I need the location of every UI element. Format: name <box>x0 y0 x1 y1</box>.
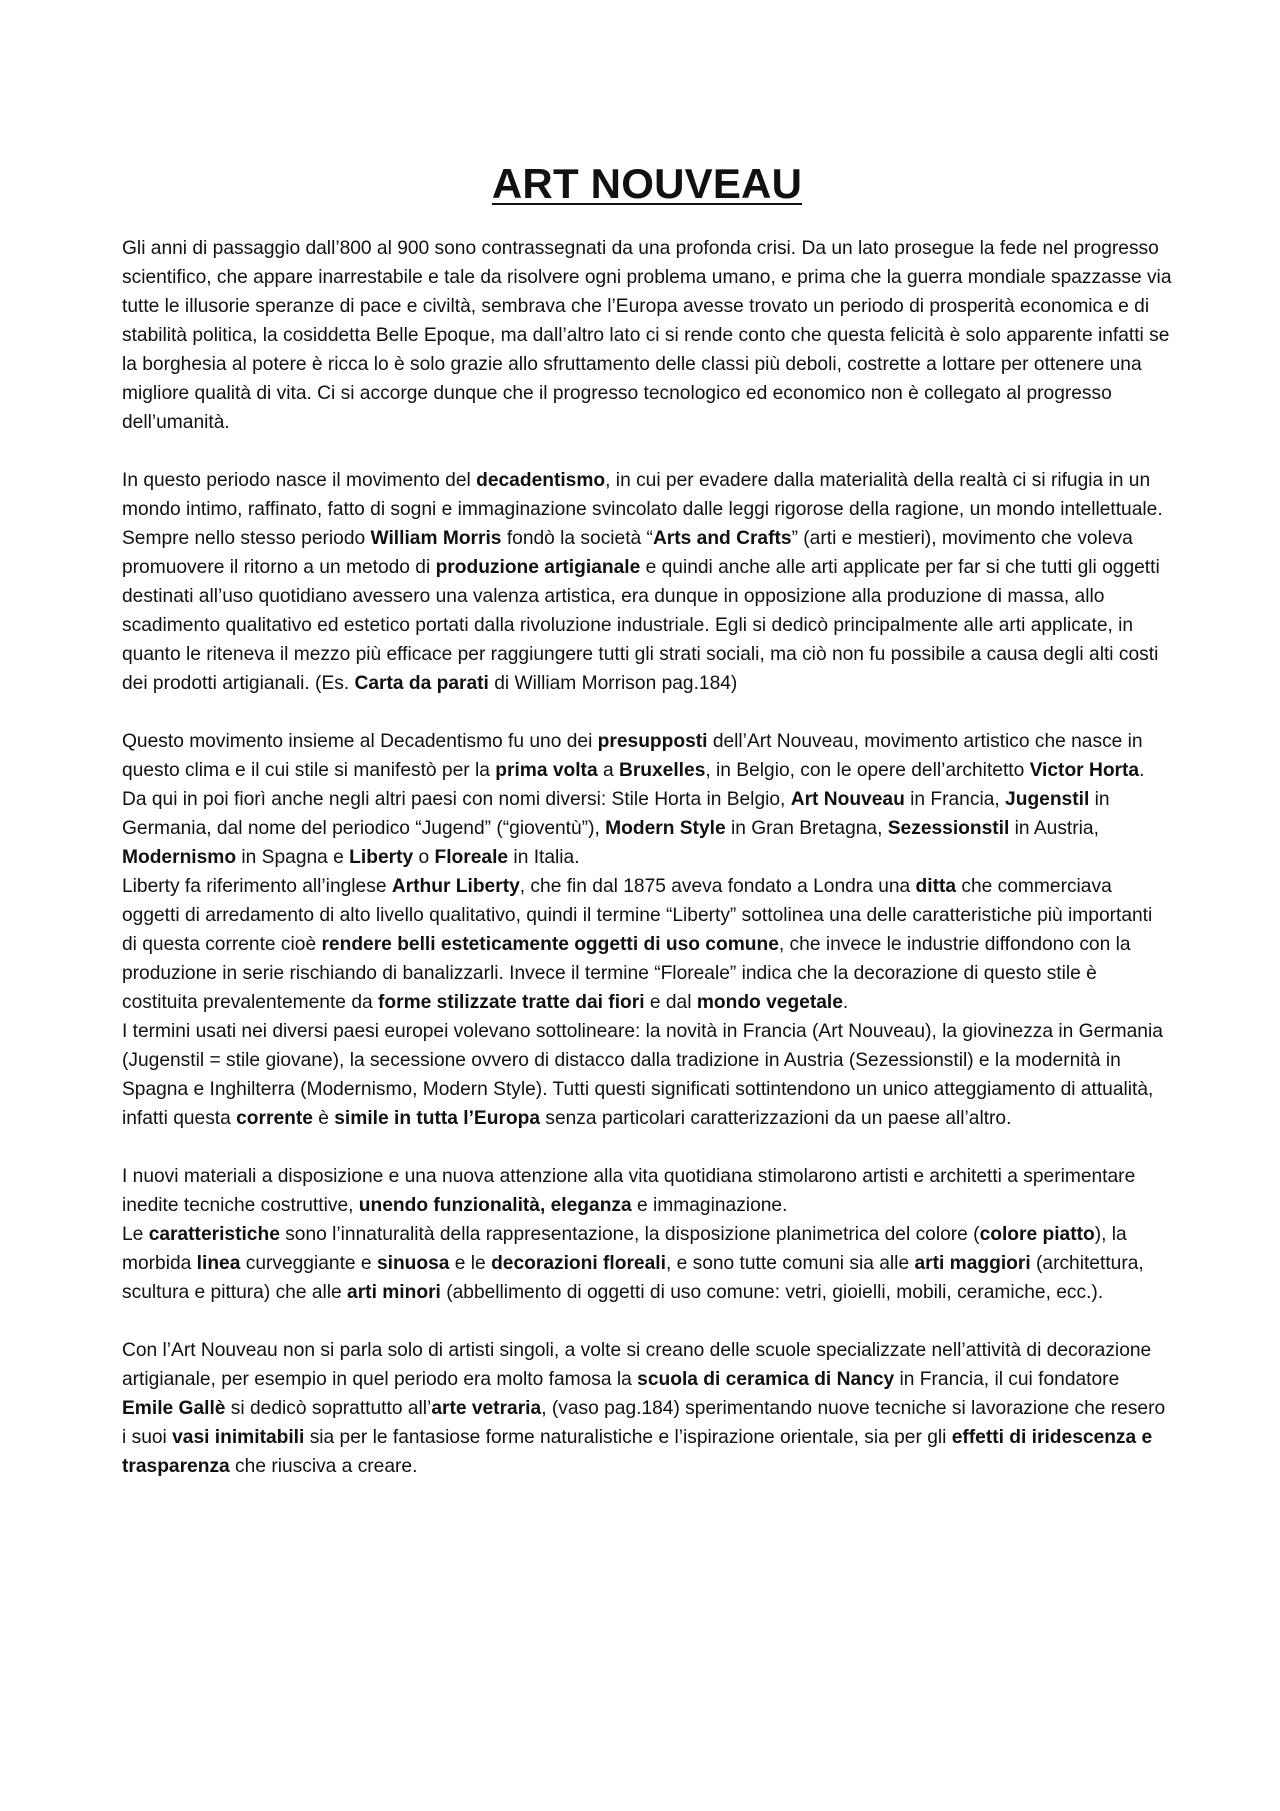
text-run: ” (arti e mestieri), movimento che voleva promuovere il ritorno a un metodo di <box>122 528 1133 578</box>
bold-text: mondo vegetale <box>696 992 843 1013</box>
text-run: I termini usati nei diversi paesi europei volevano sottolineare: la novità in Francia (Art Nouveau), la giovinezza in Germania (Jugenstil = stile giovane), la secessione ovvero di distacco dalla tradizione in Austria (Sezessionstil) e la modernità in Spagna e Inghilterra (Modernismo, Modern Style). Tutti questi significati sottintendono un unico atteggiamento di attualità, infatti questa <box>122 1021 1163 1129</box>
bold-text: caratteristiche <box>148 1224 280 1245</box>
paragraph <box>122 727 1172 872</box>
bold-text: corrente <box>236 1108 313 1129</box>
text-run: in Francia, il cui fondatore <box>894 1369 1120 1390</box>
bold-text: rendere belli esteticamente oggetti di uso comune <box>321 934 779 955</box>
text-run: . <box>842 992 849 1013</box>
text-run: di William Morrison pag.184) <box>488 673 738 694</box>
text-run: , e sono tutte comuni sia alle <box>665 1253 915 1274</box>
text-run: Con l’Art Nouveau non si parla solo di artisti singoli, a volte si creano delle scuole specializzate nell’attività di decorazione artigianale, per esempio in quel periodo era molto famosa la <box>122 1340 1152 1390</box>
text-run: e quindi anche alle arti applicate per far si che tutti gli oggetti destinati all’uso quotidiano avessero una valenza artistica, era dunque in opposizione alla produzione di massa, allo scadimento qualitativo ed estetico portati dalla rivoluzione industriale. Egli si dedicò principalmente alle arti applicate, in quanto le riteneva il mezzo più efficace per raggiungere tutti gli strati sociali, ma ciò non fu possibile a causa degli alti costi dei prodotti artigianali. (Es. <box>122 557 1160 694</box>
text-run: in Francia, <box>904 789 1006 810</box>
text-run: curveggiante e <box>240 1253 377 1274</box>
bold-text: prima volta <box>495 760 598 781</box>
text-run: in Germania, dal nome del periodico “Jugend” (“gioventù”), <box>122 789 1110 839</box>
text-run: , in cui per evadere dalla materialità della realtà ci si rifugia in un mondo intimo, raffinato, fatto di sogni e immaginazione svincolato dalle leggi rigorose della ragione, un mondo intellettuale. <box>122 470 1163 520</box>
bold-text: Floreale <box>434 847 509 868</box>
text-run: (architettura, scultura e pittura) che alle <box>122 1253 1144 1303</box>
bold-text: arte vetraria <box>431 1398 542 1419</box>
bold-text: arti minori <box>347 1282 441 1303</box>
paragraph-spacer <box>122 698 1172 727</box>
bold-text: arti maggiori <box>914 1253 1031 1274</box>
bold-text: simile in tutta l’Europa <box>334 1108 541 1129</box>
text-run: che commerciava oggetti di arredamento di alto livello qualitativo, quindi il termine “Liberty” sottolinea una delle caratteristiche più importanti di questa corrente cioè <box>122 876 1153 955</box>
bold-text: presupposti <box>597 731 708 752</box>
bold-text: decorazioni floreali <box>491 1253 666 1274</box>
paragraph <box>122 466 1172 524</box>
bold-text: Jugenstil <box>1005 789 1090 810</box>
bold-text: Art Nouveau <box>790 789 905 810</box>
bold-text: forme stilizzate tratte dai fiori <box>378 992 645 1013</box>
bold-text: vasi inimitabili <box>172 1427 305 1448</box>
bold-text: Carta da parati <box>354 673 489 694</box>
bold-text: Emile Gallè <box>122 1398 226 1419</box>
bold-text: ditta <box>915 876 957 897</box>
paragraph-spacer <box>122 437 1172 466</box>
text-run: è <box>312 1108 335 1129</box>
text-run: sia per le fantasiose forme naturalistiche e l’ispirazione orientale, sia per gli <box>304 1427 952 1448</box>
text-run: Sempre nello stesso periodo <box>122 528 371 549</box>
text-run: , in Belgio, con le opere dell’architetto <box>705 760 1030 781</box>
bold-text: Modernismo <box>122 847 237 868</box>
bold-text: Liberty <box>349 847 414 868</box>
paragraph-spacer <box>122 1307 1172 1336</box>
bold-text: Sezessionstil <box>887 818 1010 839</box>
paragraph <box>122 1336 1172 1481</box>
text-run: in Italia. <box>508 847 580 868</box>
text-run: senza particolari caratterizzazioni da un paese all’altro. <box>540 1108 1012 1129</box>
paragraph <box>122 1220 1172 1307</box>
bold-text: produzione artigianale <box>435 557 641 578</box>
bold-text: Victor Horta <box>1029 760 1140 781</box>
bold-text: Bruxelles <box>618 760 706 781</box>
paragraph <box>122 234 1172 437</box>
bold-text: linea <box>196 1253 241 1274</box>
text-run: ), la morbida <box>122 1224 1127 1274</box>
bold-text: scuola di ceramica di Nancy <box>637 1369 895 1390</box>
text-run: , che invece le industrie diffondono con la produzione in serie rischiando di banalizzarli. Invece il termine “Floreale” indica che la decorazione di questo stile è costituita prevalentemente da <box>122 934 1131 1013</box>
page-title: ART NOUVEAU <box>491 160 803 207</box>
bold-text: Arthur Liberty <box>391 876 520 897</box>
paragraph <box>122 524 1172 698</box>
text-run: (abbellimento di oggetti di uso comune: vetri, gioielli, mobili, ceramiche, ecc.). <box>440 1282 1104 1303</box>
text-run: Gli anni di passaggio dall’800 al 900 sono contrassegnati da una profonda crisi. Da un lato prosegue la fede nel progresso scientifico, che appare inarrestabile e tale da risolvere ogni problema umano, e prima che la guerra mondiale spazzasse via tutte le illusorie speranze di pace e civiltà, sembrava che l’Europa avesse trovato un periodo di prosperità economica e di stabilità politica, la cosiddetta Belle Epoque, ma dall’altro lato ci si rende conto che questa felicità è solo apparente infatti se la borghesia al potere è ricca lo è solo grazie allo sfruttamento delle classi più deboli, costrette a lottare per ottenere una migliore qualità di vita. Ci si accorge dunque che il progresso tecnologico ed economico non è collegato al progresso dell’umanità. <box>122 238 1172 433</box>
text-run: che riusciva a creare. <box>229 1456 418 1477</box>
bold-text: sinuosa <box>376 1253 450 1274</box>
text-run: in Gran Bretagna, <box>725 818 888 839</box>
text-run: dell’Art Nouveau, movimento artistico che nasce in questo clima e il cui stile si manifestò per la <box>122 731 1143 781</box>
bold-text: unendo funzionalità, eleganza <box>358 1195 632 1216</box>
text-run: , (vaso pag.184) sperimentando nuove tecniche si lavorazione che resero i suoi <box>122 1398 1166 1448</box>
document-body <box>122 234 1172 1481</box>
text-run: Questo movimento insieme al Decadentismo fu uno dei <box>122 731 598 752</box>
paragraph <box>122 872 1172 1017</box>
text-run: a <box>597 760 619 781</box>
text-run: fondò la società “ <box>501 528 653 549</box>
bold-text: effetti di iridescenza e trasparenza <box>122 1427 1153 1477</box>
text-run: e dal <box>644 992 697 1013</box>
text-run: Liberty fa riferimento all’inglese <box>122 876 392 897</box>
text-run: sono l’innaturalità della rappresentazione, la disposizione planimetrica del colore ( <box>279 1224 980 1245</box>
text-run: Le <box>122 1224 149 1245</box>
text-run: e immaginazione. <box>631 1195 788 1216</box>
text-run: o <box>413 847 435 868</box>
text-run: in Austria, <box>1009 818 1099 839</box>
bold-text: colore piatto <box>979 1224 1095 1245</box>
text-run: e le <box>449 1253 492 1274</box>
text-run: si dedicò soprattutto all’ <box>225 1398 432 1419</box>
paragraph <box>122 1162 1172 1220</box>
paragraph-spacer <box>122 1133 1172 1162</box>
text-run: in Spagna e <box>236 847 350 868</box>
text-run: I nuovi materiali a disposizione e una nuova attenzione alla vita quotidiana stimolarono artisti e architetti a sperimentare inedite tecniche costruttive, <box>122 1166 1136 1216</box>
bold-text: decadentismo <box>476 470 606 491</box>
document-page <box>122 160 1172 1481</box>
text-run: . Da qui in poi fiorì anche negli altri paesi con nomi diversi: Stile Horta in Belgio, <box>122 760 1145 810</box>
bold-text: Arts and Crafts <box>652 528 792 549</box>
bold-text: William Morris <box>370 528 502 549</box>
bold-text: Modern Style <box>605 818 726 839</box>
paragraph <box>122 1017 1172 1133</box>
text-run: , che fin dal 1875 aveva fondato a Londra una <box>519 876 916 897</box>
text-run: In questo periodo nasce il movimento del <box>122 470 477 491</box>
